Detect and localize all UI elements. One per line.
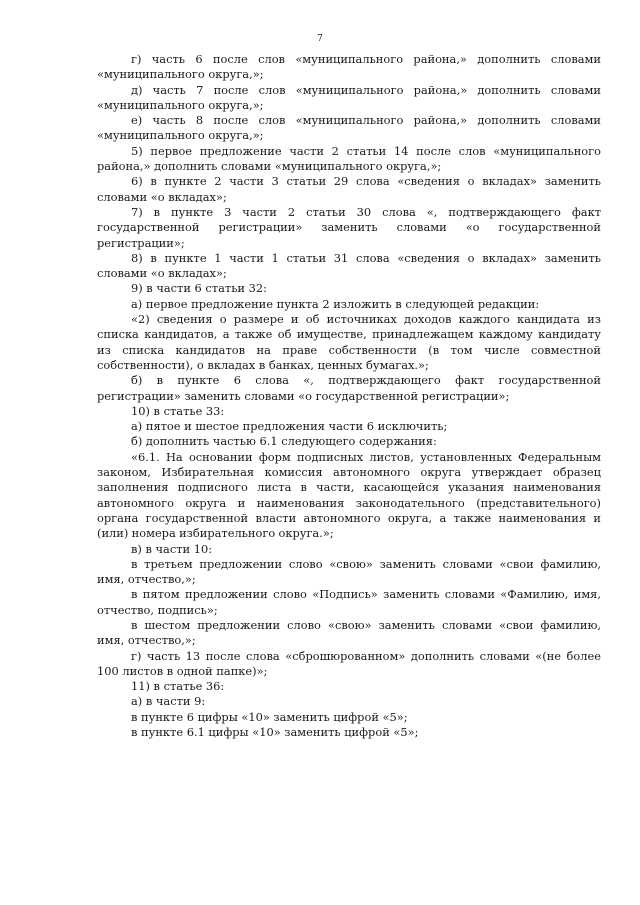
paragraph-item-10-b: б) дополнить частью 6.1 следующего содержания: xyxy=(131,434,437,449)
paragraph-point-6-1: в пункте 6.1 цифры «10» заменить цифрой «5»; xyxy=(131,725,419,740)
paragraph-item-9: 9) в части 6 статьи 32: xyxy=(131,281,267,296)
paragraph-item-10-a: а) пятое и шестое предложения части 6 исключить; xyxy=(131,419,448,434)
paragraph-point-6: в пункте 6 цифры «10» заменить цифрой «5»; xyxy=(131,709,408,724)
paragraph-item-10-g: г) часть 13 после слова «сброшюрованном» дополнить словами «(не более 100 листов в одной папке)»; xyxy=(97,648,601,678)
paragraph-d-part-7: д) часть 7 после слов «муниципального района,» дополнить словами «муниципального округа,»; xyxy=(97,82,601,112)
paragraph-quote-2: «2) сведения о размере и об источниках доходов каждого кандидата из списка кандидатов, а также об имуществе, принадлежащем каждому кандидату из списка кандидатов на праве собственности (в том числе совместной собственности), о вкладах в банках, ценных бумагах.»; xyxy=(97,312,601,372)
paragraph-fifth-sentence: в пятом предложении слово «Подпись» заменить словами «Фамилию, имя, отчество, подпись»; xyxy=(97,587,601,617)
paragraph-item-10-v: в) в части 10: xyxy=(131,541,213,556)
paragraph-third-sentence: в третьем предложении слово «свою» заменить словами «свои фамилию, имя, отчество,»; xyxy=(97,556,601,587)
paragraph-quote-6-1: «6.1. На основании форм подписных листов, установленных Федеральным законом, Избирательная комиссия автономного округа утверждает образец заполнения подписного листа в части, касающейся указания наименования автономного округа и наименования законодательного (представительного) органа государственной власти автономного округа, а также наименования и (или) номера избирательного округа.»; xyxy=(97,449,601,541)
paragraph-g-part-6: г) часть 6 после слов «муниципального района,» дополнить словами «муниципального округа,»; xyxy=(97,52,601,82)
paragraph-item-5: 5) первое предложение части 2 статьи 14 после слов «муниципального района,» дополнить словами «муниципального округа,»; xyxy=(97,143,601,174)
paragraph-item-7: 7) в пункте 3 части 2 статьи 30 слова «, подтверждающего факт государственной регистрации» заменить словами «о государственной регистрации»; xyxy=(97,204,601,250)
paragraph-item-6: 6) в пункте 2 части 3 статьи 29 слова «сведения о вкладах» заменить словами «о вкладах»; xyxy=(97,174,601,204)
paragraph-item-10: 10) в статье 33: xyxy=(131,403,225,418)
paragraph-item-9-a: а) первое предложение пункта 2 изложить в следующей редакции: xyxy=(131,296,540,311)
document-body xyxy=(97,52,601,740)
paragraph-item-8: 8) в пункте 1 части 1 статьи 31 слова «сведения о вкладах» заменить словами «о вкладах»; xyxy=(97,250,601,281)
paragraph-item-11-a: а) в части 9: xyxy=(131,694,206,709)
paragraph-item-9-b: б) в пункте 6 слова «, подтверждающего факт государственной регистрации» заменить словами «о государственной регистрации»; xyxy=(97,373,601,403)
paragraph-item-11: 11) в статье 36: xyxy=(131,679,225,694)
paragraph-e-part-8: е) часть 8 после слов «муниципального района,» дополнить словами «муниципального округа,»; xyxy=(97,113,601,143)
paragraph-sixth-sentence: в шестом предложении слово «свою» заменить словами «свои фамилию, имя, отчество,»; xyxy=(97,617,601,648)
page-number: 7 xyxy=(317,34,323,44)
